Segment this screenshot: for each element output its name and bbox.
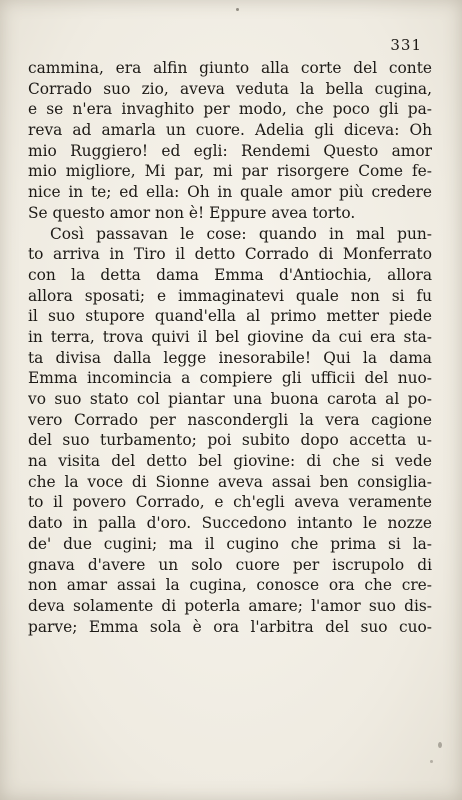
- text-line: Se questo amor non è! Eppure avea torto.: [28, 203, 356, 222]
- text-line: to arriva in Tiro il detto Corrado di Monferrato: [28, 245, 432, 264]
- text-line: Emma incomincia a compiere gli ufficii del nuo-: [28, 369, 432, 388]
- text-line: con la detta dama Emma d'Antiochia, allora: [28, 265, 432, 284]
- paper-speck: [438, 742, 442, 748]
- text-line: e se n'era invaghito per modo, che poco gli pa-: [28, 100, 432, 119]
- text-line: to il povero Corrado, e ch'egli aveva veramente: [28, 493, 432, 512]
- text-line: parve; Emma sola è ora l'arbitra del suo cuo-: [28, 617, 432, 636]
- text-line: allora sposati; e immaginatevi quale non si fu: [28, 286, 432, 305]
- page-number: 331: [390, 36, 422, 54]
- text-line: na visita del detto bel giovine: di che si vede: [28, 452, 432, 471]
- text-line: vero Corrado per nascondergli la vera cagione: [28, 410, 432, 429]
- text-line: de' due cugini; ma il cugino che prima si la-: [28, 534, 432, 553]
- text-line: reva ad amarla un cuore. Adelia gli diceva: Oh: [28, 121, 432, 140]
- text-line: nice in te; ed ella: Oh in quale amor più credere: [28, 183, 432, 202]
- text-line: deva solamente di poterla amare; l'amor suo dis-: [28, 596, 432, 615]
- text-line: del suo turbamento; poi subito dopo accetta u-: [28, 431, 432, 450]
- text-line: gnava d'avere un solo cuore per iscrupolo di: [28, 555, 432, 574]
- text-line: Corrado suo zio, aveva veduta la bella cugina,: [28, 79, 432, 98]
- paper-speck: [236, 8, 239, 11]
- text-line: non amar assai la cugina, conosce ora che cre-: [28, 576, 432, 595]
- paper-speck: [430, 760, 433, 763]
- text-line: il suo stupore quand'ella al primo metter piede: [28, 307, 432, 326]
- text-line: mio migliore, Mi par, mi par risorgere Come fe-: [28, 162, 432, 181]
- text-line: in terra, trova quivi il bel giovine da cui era sta-: [28, 327, 432, 346]
- text-line: mio Ruggiero! ed egli: Rendemi Questo amor: [28, 141, 432, 160]
- body-text: [28, 58, 432, 637]
- text-line: dato in palla d'oro. Succedono intanto le nozze: [28, 514, 432, 533]
- text-line: che la voce di Sionne aveva assai ben consiglia-: [28, 472, 432, 491]
- text-line: Così passavan le cose: quando in mal pun-: [50, 224, 432, 243]
- text-line: vo suo stato col piantar una buona carota al po-: [28, 390, 432, 408]
- text-line: ta divisa dalla legge inesorabile! Qui la dama: [28, 348, 432, 367]
- text-line: cammina, era alfin giunto alla corte del conte: [28, 59, 432, 77]
